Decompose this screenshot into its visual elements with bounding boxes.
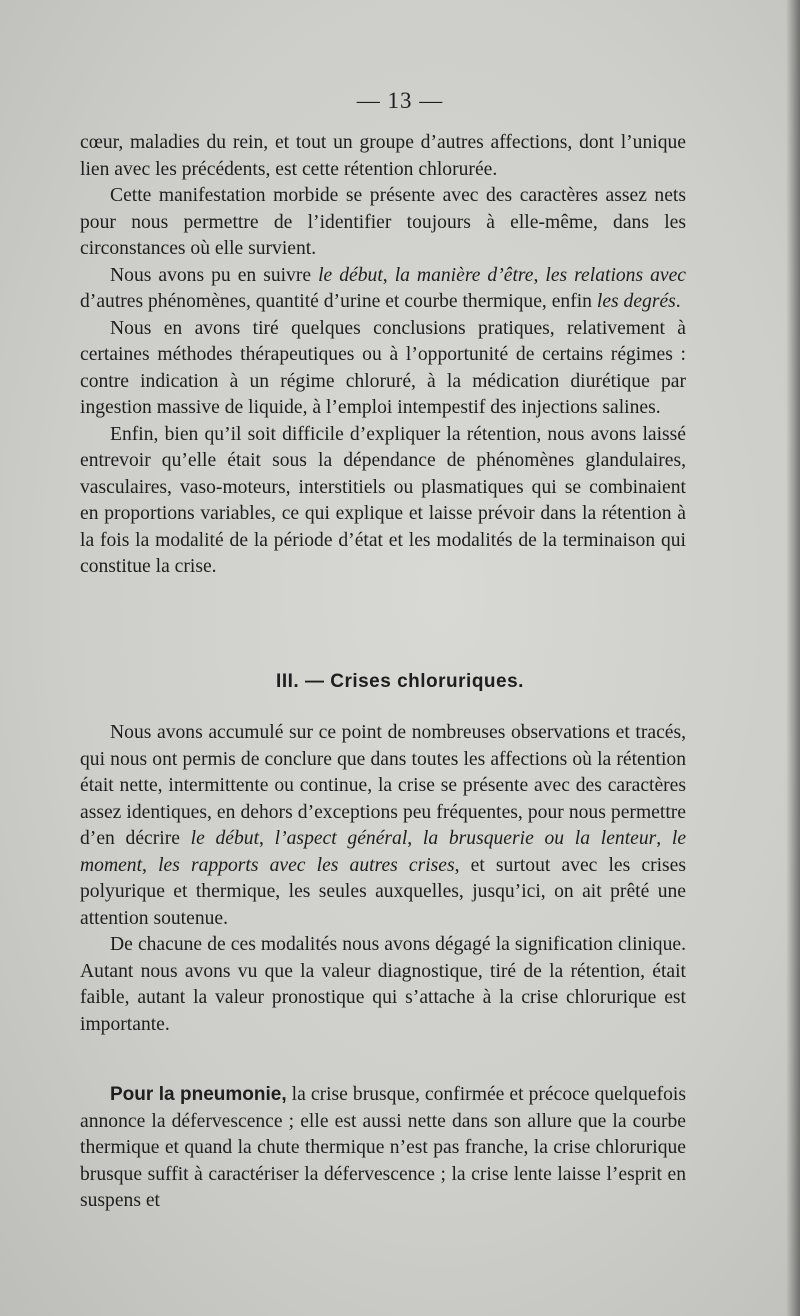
paragraph-8: [80, 1082, 686, 1215]
italic-brusquerie: la brusquerie ou la lenteur: [422, 828, 657, 849]
paragraph-5: Enfin, bien qu’il soit difficile d’expliquer la rétention, nous avons laissé entrevoir qu’elle était sous la dépendance de phénomènes glandulaires, vasculaires, vaso-moteurs, interstitiels ou plasmatiques qui se combinaient en proportions variables, ce qui explique et laisse prévoir dans la rétention à la fois la modalité de la période d’état et les modalités de la terminaison qui constitue la crise.: [80, 423, 686, 577]
italic-le-moment: le moment: [80, 828, 687, 876]
paragraph-8-text: la crise brusque, confirmée et précoce quelquefois annonce la défervescence ; elle est aussi nette dans son allure que la courbe thermique et quand la chute thermique n’est pas franche, la crise chlorurique brusque suffit à caractériser la défervescence ; la crise lente laisse l’esprit en suspens et: [80, 1084, 686, 1211]
paragraph-1: cœur, maladies du rein, et tout un groupe d’autres affections, dont l’unique lien avec les précédents, est cette rétention chlorurée.: [80, 132, 686, 180]
paragraph-3-part: d’autres phénomènes, quantité d’urine et courbe thermique, enfin: [80, 291, 597, 312]
paragraph-6-part: ,: [656, 828, 672, 849]
paragraph-6-part: ,: [142, 854, 159, 876]
italic-les-rapports: les rapports avec les autres crises: [158, 854, 455, 876]
page-number: — 13 —: [356, 88, 444, 113]
paragraph-3-part: ,: [382, 264, 395, 286]
italic-aspect-general: l’aspect général: [274, 828, 408, 849]
section-heading: III. — Crises chloruriques.: [276, 671, 524, 692]
italic-le-debut: le début: [190, 828, 260, 849]
paragraph-7: De chacune de ces modalités nous avons dégagé la signification clinique. Autant nous avons vu que la valeur diagnostique, tiré de la rétention, était faible, autant la valeur pronostique qui s’attache à la crise chlorurique est importante.: [80, 934, 686, 1035]
paragraph-6: [80, 720, 686, 932]
italic-la-maniere: la manière d’être: [394, 264, 534, 286]
italic-les-relations: les relations avec: [545, 264, 686, 286]
paragraph-6-part: , et surtout avec les crises polyurique et thermique, les seules auxquelles, jusqu’ici, on ait prêté une attention soutenue.: [80, 854, 686, 929]
italic-les-degres: les degrés: [596, 291, 676, 312]
paragraph-3-part: .: [675, 291, 681, 312]
italic-le-debut: le début: [318, 264, 383, 286]
paragraph-4: Nous en avons tiré quelques conclusions pratiques, relativement à certaines méthodes thérapeutiques ou à l’opportunité de certains régimes : contre indication à un régime chloruré, à la médication diurétique par ingestion massive de liquide, à l’emploi intempestif des injections salines.: [80, 317, 686, 418]
paragraph-3-part: ,: [533, 264, 546, 286]
paragraph-6-part: ,: [407, 828, 423, 849]
text-block-retention: [80, 130, 686, 581]
paragraph-6-part: ,: [259, 828, 275, 849]
paragraph-3-part: Nous avons pu en suivre: [110, 264, 319, 286]
text-block-pneumonie: [80, 1082, 686, 1215]
paragraph-2: Cette manifestation morbide se présente avec des caractères assez nets pour nous permettre de l’identifier toujours à elle-même, dans les circonstances où elle survient.: [80, 185, 686, 259]
lead-pneumonie: Pour la pneumonie,: [110, 1084, 287, 1105]
page-edge-shadow: [786, 0, 800, 1316]
paragraph-6-part: Nous avons accumulé sur ce point de nombreuses observations et tracés, qui nous ont permis de conclure que dans toutes les affections où la rétention était nette, intermittente ou continue, la crise se présente avec des caractères assez identiques, en dehors d’exceptions peu fréquentes, pour nous permettre d’en décrire: [80, 722, 686, 849]
text-block-crises: [80, 720, 686, 1038]
paragraph-3: [80, 263, 686, 316]
